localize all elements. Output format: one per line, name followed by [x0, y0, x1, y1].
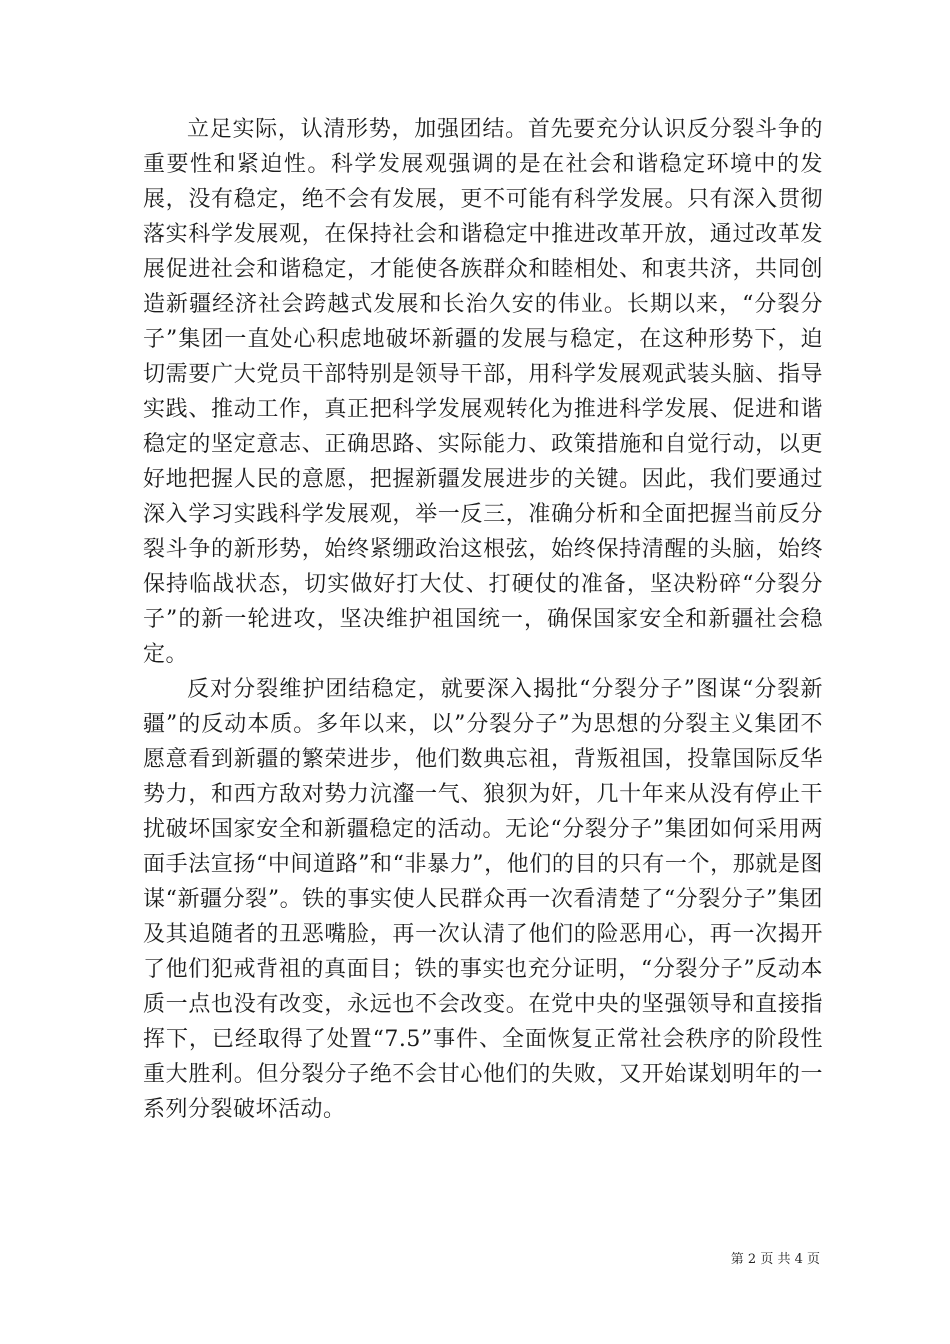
- paragraph-2: 反对分裂维护团结稳定，就要深入揭批“分裂分子”图谋“分裂新疆”的反动本质。多年以来，以”分裂分子”为思想的分裂主义集团不愿意看到新疆的繁荣进步，他们数典忘祖，背叛祖国，投靠国际反华势力，和西方敌对势力沆瀣一气、狼狈为奸，几十年来从没有停止干扰破坏国家安全和新疆稳定的活动。无论“分裂分子”集团如何采用两面手法宣扬“中间道路”和“非暴力”，他们的目的只有一个，那就是图谋“新疆分裂”。铁的事实使人民群众再一次看清楚了“分裂分子”集团及其追随者的丑恶嘴脸，再一次认清了他们的险恶用心，再一次揭开了他们犯戒背祖的真面目；铁的事实也充分证明，“分裂分子”反动本质一点也没有改变，永远也不会改变。在党中央的坚强领导和直接指挥下，已经取得了处置“7.5”事件、全面恢复正常社会秩序的阶段性重大胜利。但分裂分子绝不会甘心他们的失败，又开始谋划明年的一系列分裂破坏活动。: [143, 677, 823, 1122]
- page-number-footer: 第 2 页 共 4 页: [730, 1252, 820, 1267]
- document-body: [143, 112, 823, 1127]
- paragraph-1: 立足实际，认清形势，加强团结。首先要充分认识反分裂斗争的重要性和紧迫性。科学发展观强调的是在社会和谐稳定环境中的发展，没有稳定，绝不会有发展，更不可能有科学发展。只有深入贯彻落实科学发展观，在保持社会和谐稳定中推进改革开放，通过改革发展促进社会和谐稳定，才能使各族群众和睦相处、和衷共济，共同创造新疆经济社会跨越式发展和长治久安的伟业。长期以来，“分裂分子”集团一直处心积虑地破坏新疆的发展与稳定，在这种形势下，迫切需要广大党员干部特别是领导干部，用科学发展观武装头脑、指导实践、推动工作，真正把科学发展观转化为推进科学发展、促进和谐稳定的坚定意志、正确思路、实际能力、政策措施和自觉行动，以更好地把握人民的意愿，把握新疆发展进步的关键。因此，我们要通过深入学习实践科学发展观，举一反三，准确分析和全面把握当前反分裂斗争的新形势，始终紧绷政治这根弦，始终保持清醒的头脑，始终保持临战状态，切实做好打大仗、打硬仗的准备，坚决粉碎“分裂分子”的新一轮进攻，坚决维护祖国统一，确保国家安全和新疆社会稳定。: [143, 117, 823, 667]
